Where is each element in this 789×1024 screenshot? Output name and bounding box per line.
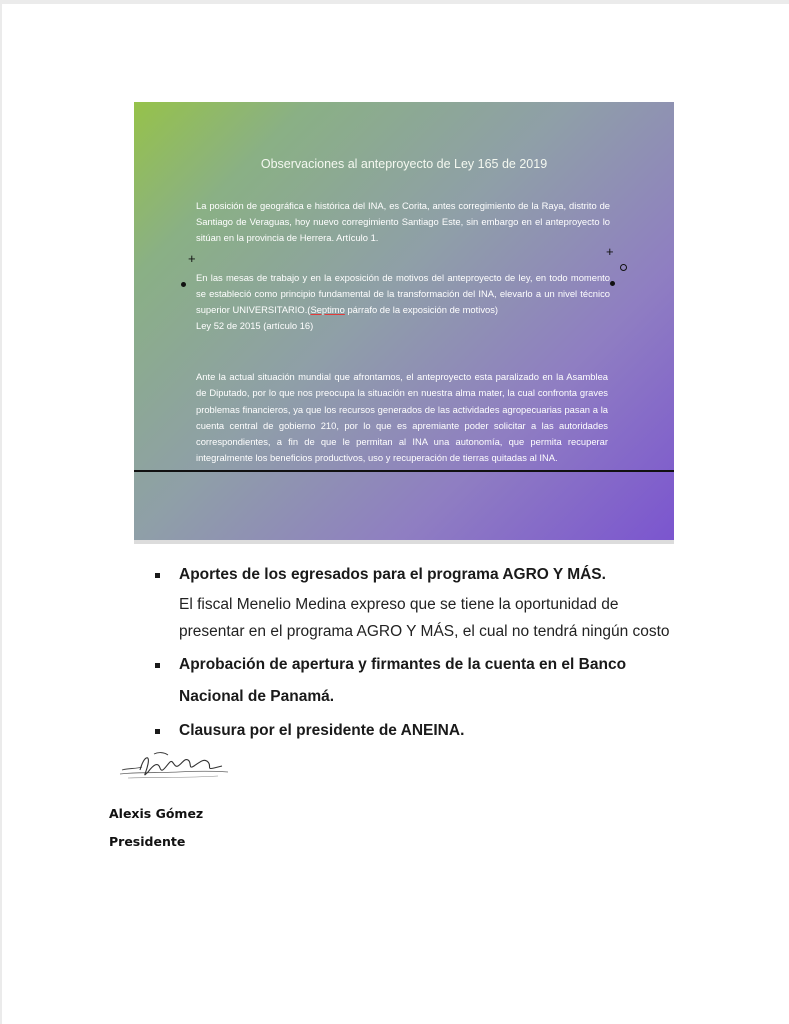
embedded-slide-image bbox=[134, 102, 674, 540]
bullet-square-icon bbox=[155, 729, 160, 734]
handwritten-signature bbox=[118, 748, 230, 784]
list-item-title: Clausura por el presidente de ANEINA. bbox=[179, 722, 465, 739]
slide-bottom-shadow bbox=[134, 540, 674, 544]
bullet-square-icon bbox=[155, 573, 160, 578]
slide-paragraph-university-text-b: párrafo de la exposición de motivos) bbox=[344, 304, 499, 315]
list-item-title-continued: Nacional de Panamá. bbox=[179, 688, 335, 705]
signatory-name: Alexis Gómez bbox=[109, 806, 204, 821]
list-item-title: Aportes de los egresados para el programa AGRO Y MÁS. bbox=[179, 566, 606, 583]
list-item-body-line: presentar en el programa AGRO Y MÁS, el cual no tendrá ningún costo bbox=[179, 623, 670, 640]
plus-marker-icon: + bbox=[188, 251, 196, 266]
signatory-role: Presidente bbox=[109, 834, 186, 849]
list-item-body-line: El fiscal Menelio Medina expreso que se tiene la oportunidad de bbox=[179, 596, 619, 613]
plus-marker-icon: + bbox=[606, 244, 614, 259]
dot-marker-icon bbox=[610, 281, 615, 286]
slide-paragraph-situation: Ante la actual situación mundial que afrontamos, el anteproyecto esta paralizado en la Asamblea de Diputado, por lo que nos preocupa la situación en nuestra alma mater, la cual confronta graves problemas financieros, ya que los recursos generados de las actividades agropecuarias pasan a la cuenta central de gobierno 210, por lo que es apremiante poder solicitar a las autoridades correspondientes, a fin de que le permitan al INA una autonomía, que permita recuperar integralmente los beneficios productivos, uso y recuperación de tierras quitadas al INA. bbox=[196, 371, 608, 464]
slide-title: Observaciones al anteproyecto de Ley 165 de 2019 bbox=[260, 157, 548, 171]
slide-paragraph-university bbox=[196, 270, 610, 318]
circle-marker-icon bbox=[620, 264, 627, 271]
bullet-square-icon bbox=[155, 663, 160, 668]
dot-marker-icon bbox=[181, 282, 186, 287]
slide-underlined-word: Septimo bbox=[310, 304, 345, 315]
slide-paragraph-location: La posición de geográfica e histórica del INA, es Corita, antes corregimiento de la Raya, distrito de Santiago de Veraguas, hoy nuevo corregimiento Santiago Este, sin embargo en el anteproyecto lo sitúan en la provincia de Herrera. Artículo 1. bbox=[196, 200, 610, 243]
slide-divider-line bbox=[134, 470, 674, 472]
list-item-title: Aprobación de apertura y firmantes de la cuenta en el Banco bbox=[179, 656, 627, 673]
slide-law-reference: Ley 52 de 2015 (artículo 16) bbox=[196, 320, 314, 331]
slide-paragraph-university-text-a: En las mesas de trabajo y en la exposición de motivos del anteproyecto de ley, en todo momento se estableció como principio fundamental de la transformación del INA, elevarlo a un nivel técnico superior UNIVERSITARIO.( bbox=[196, 272, 610, 315]
